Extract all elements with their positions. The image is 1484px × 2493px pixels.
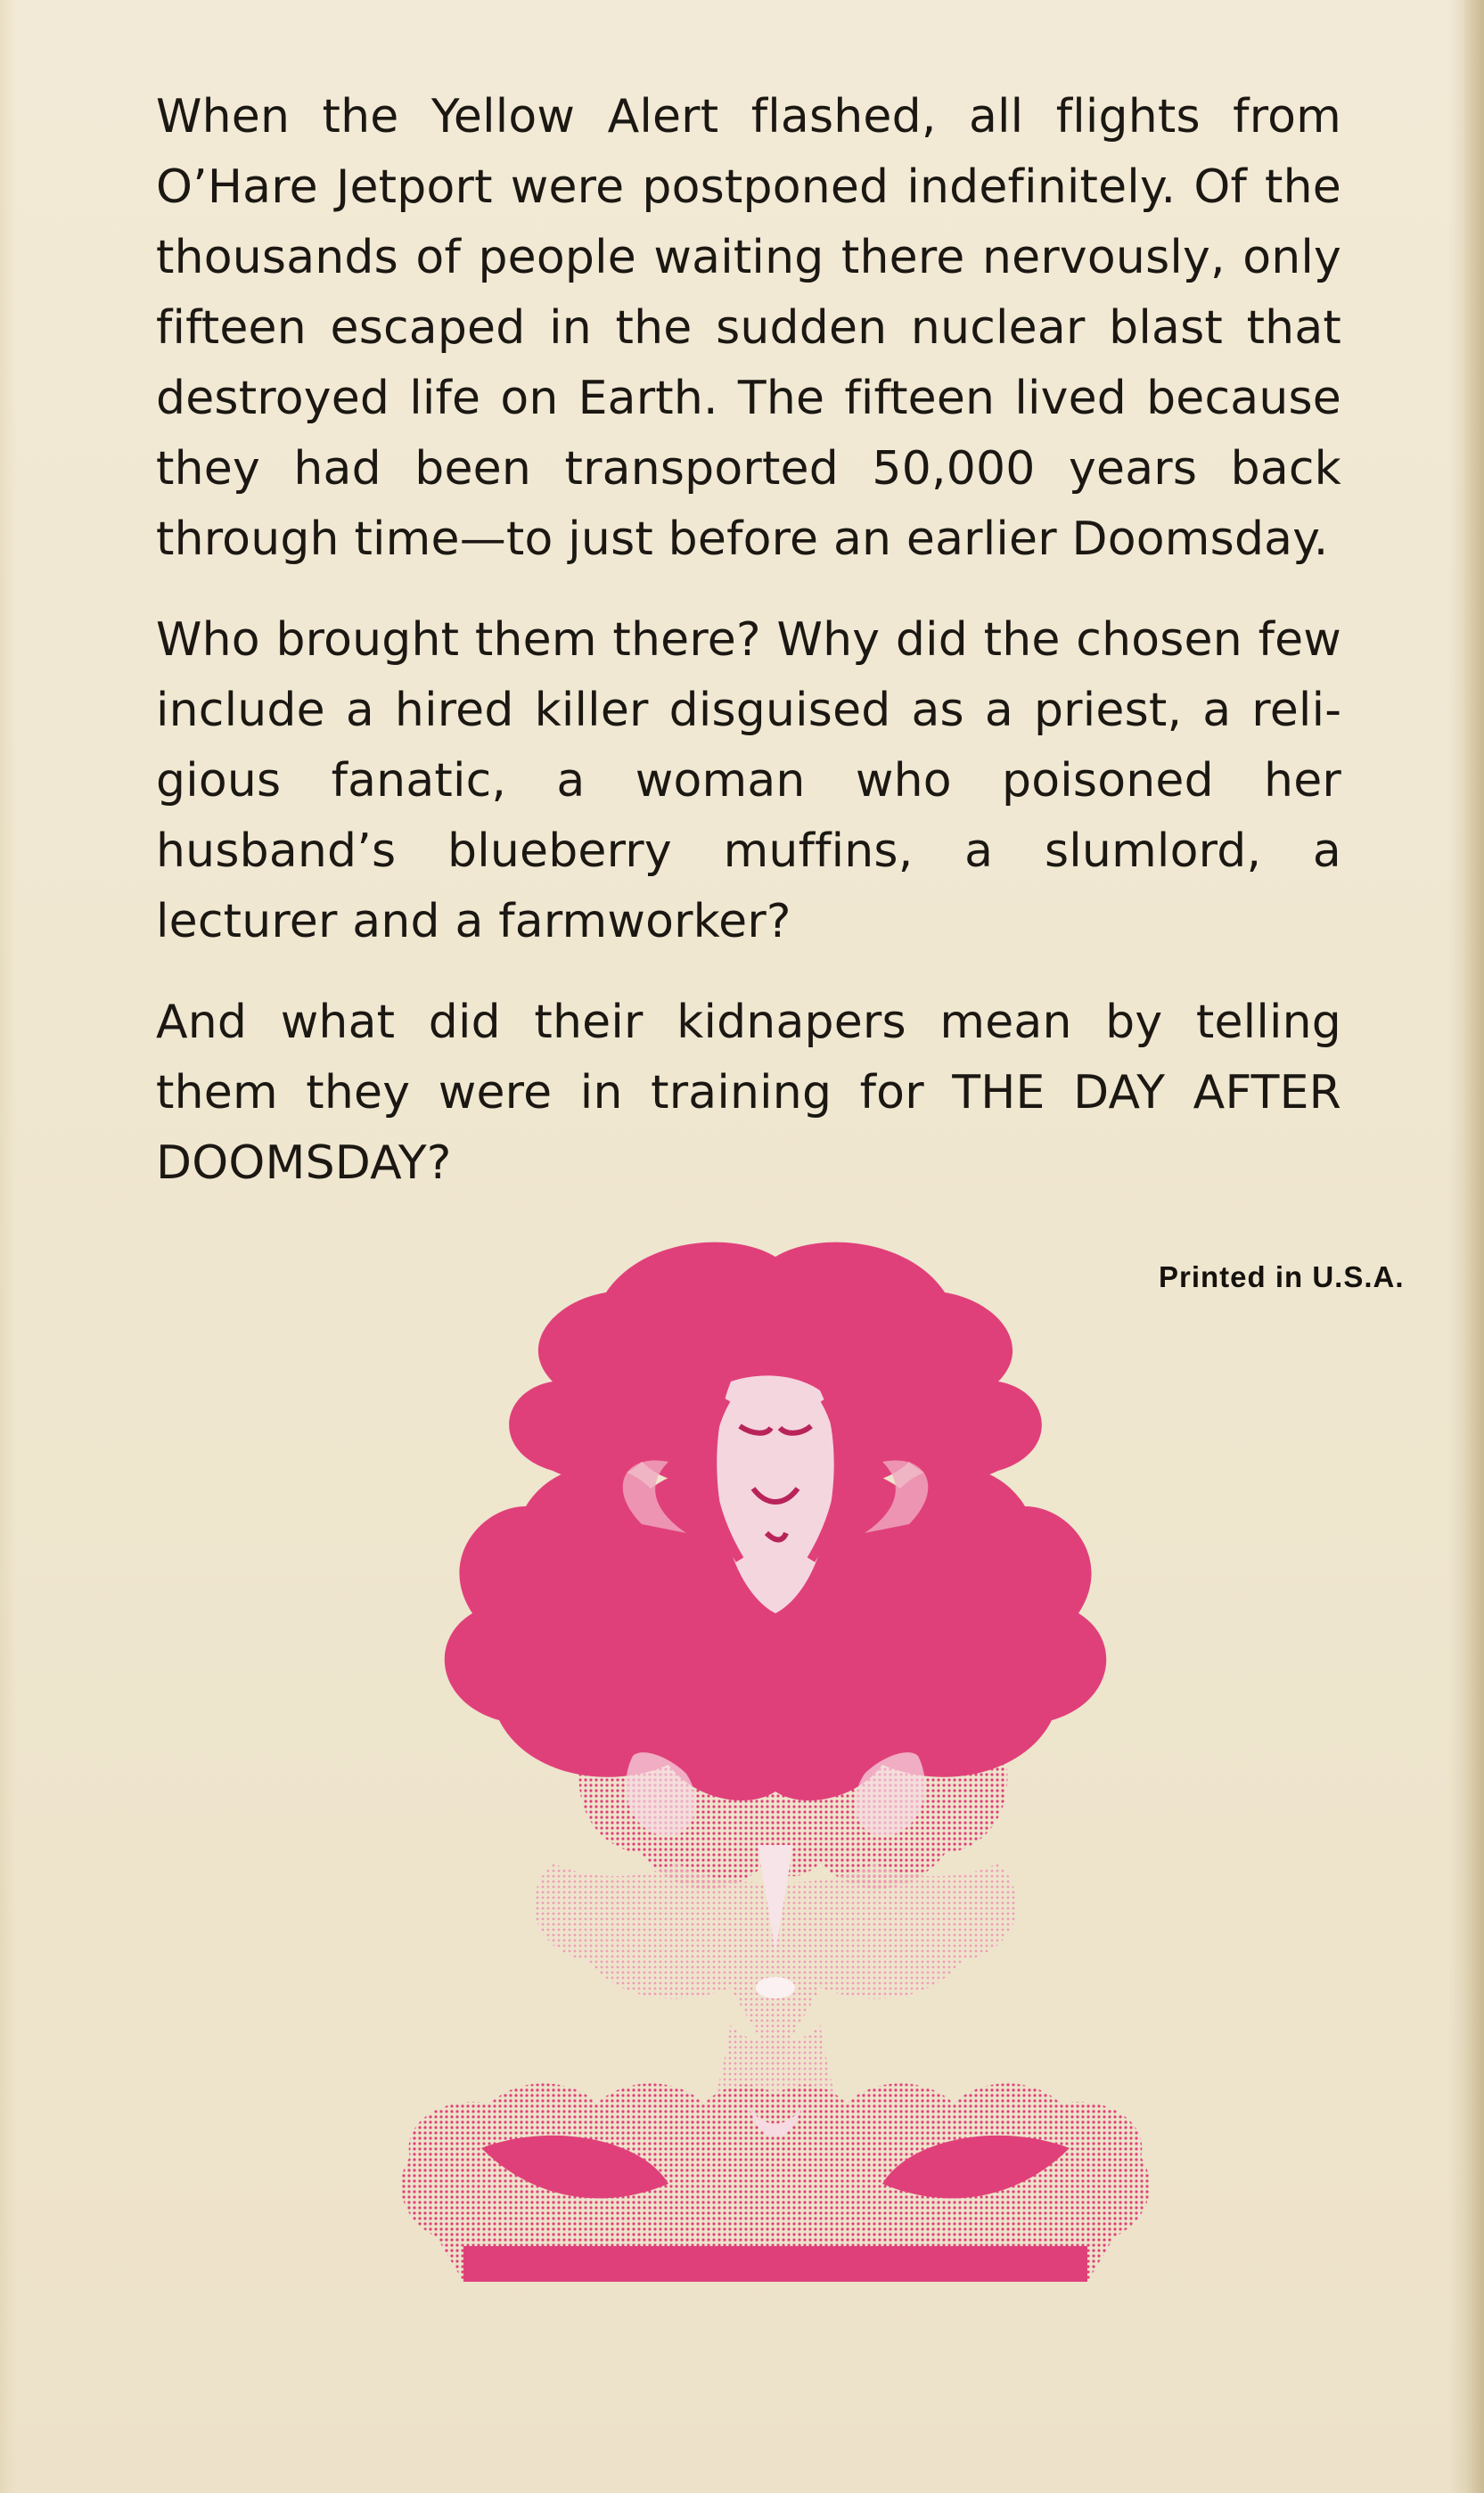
inkblot-artwork-image (374, 1221, 1177, 2291)
blurb-text (156, 82, 1341, 1229)
blurb-paragraph-1: When the Yellow Alert flashed, all flights from O’Hare Jetport were postponed indefinitely. Of the thousands of people waiting there nervously, only fifteen escaped in the sudden nuclear blast that destroyed life on Earth. The fifteen lived because they had been transported 50,000 years back through time—to just before an earlier Doomsday. (156, 90, 1341, 566)
blurb-paragraph-2: Who brought them there? Why did the chosen few include a hired killer disguised as a priest, a religious fanatic, a woman who poisoned her husband’s blueberry muffins, a slumlord, a lecturer and a farmworker? (156, 613, 1341, 948)
mushroom-cloud-icon (374, 1221, 1177, 2291)
blurb-paragraph-3: And what did their kidnapers mean by telling them they were in training for THE DAY AFTER DOOMSDAY? (156, 996, 1341, 1190)
page-edge (1464, 0, 1484, 2493)
printed-in-label: Printed in U.S.A. (1159, 1260, 1405, 1293)
